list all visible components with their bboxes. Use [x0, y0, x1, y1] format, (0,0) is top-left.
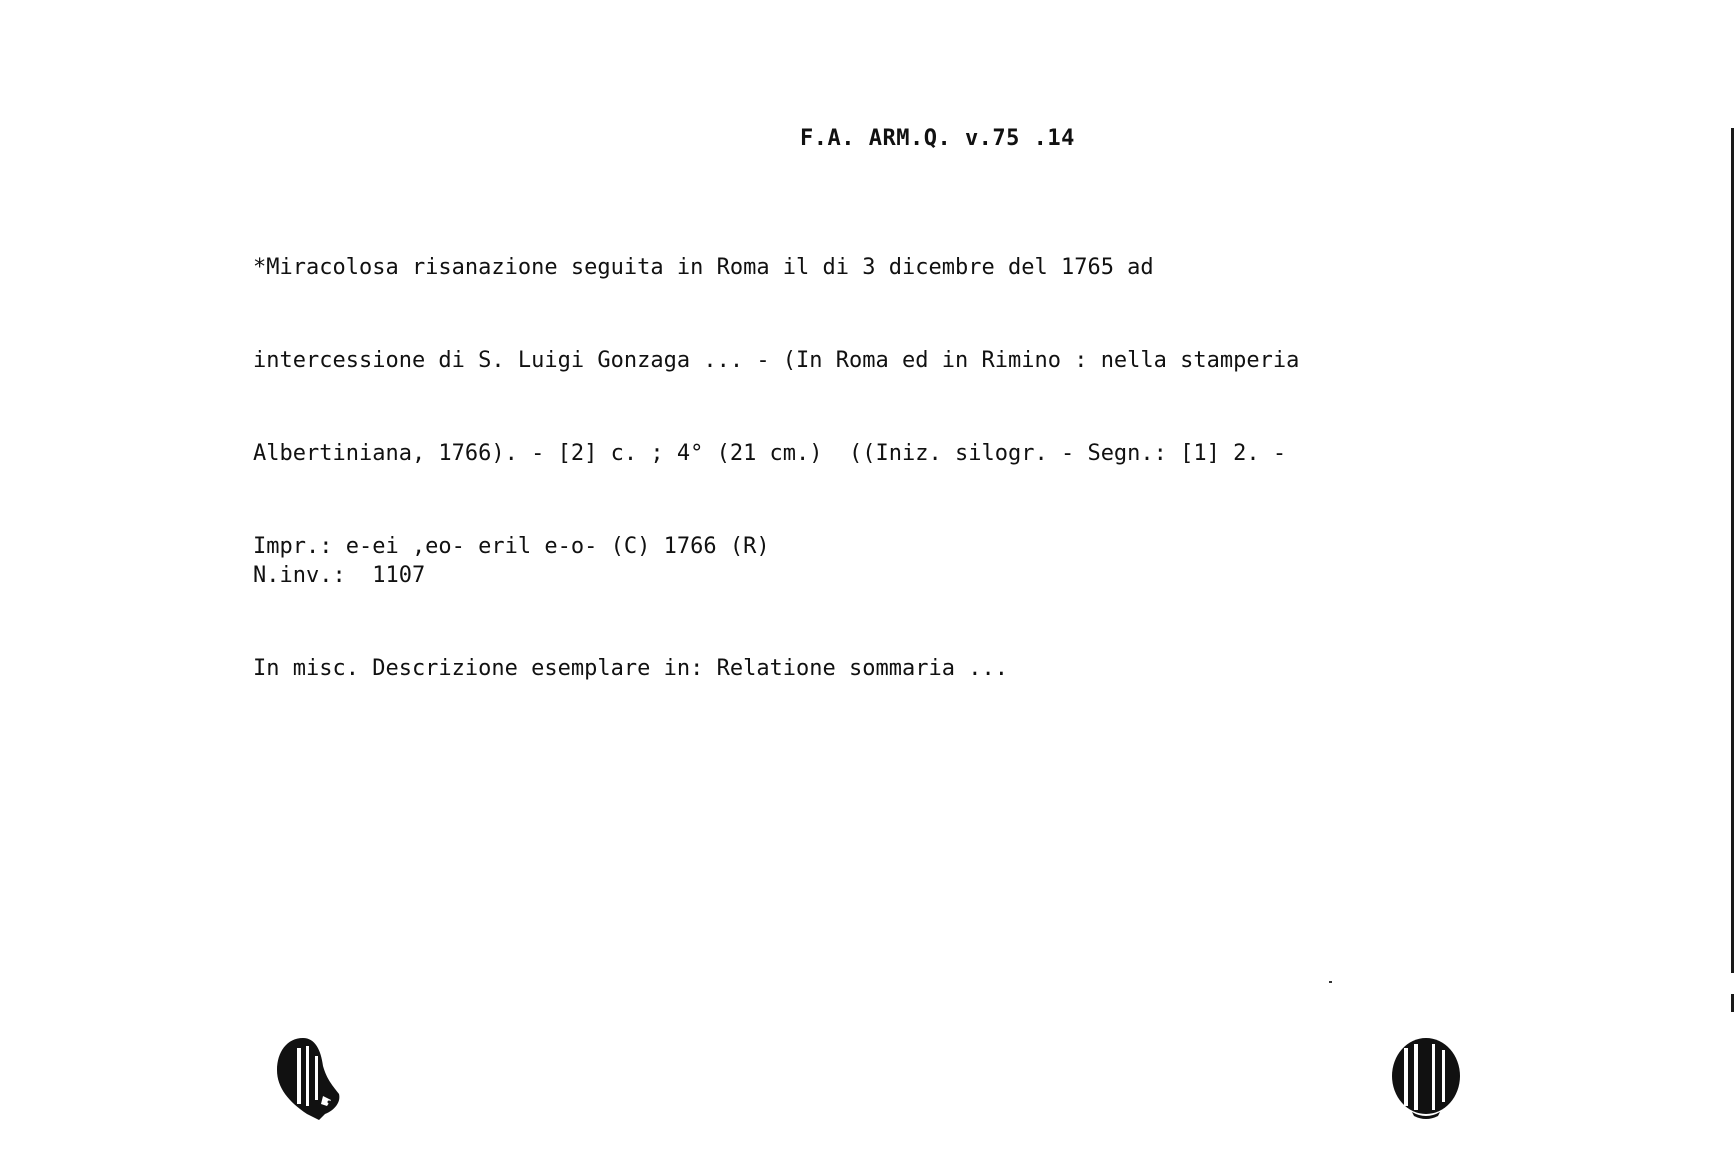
record-line: Impr.: e-ei ,eo- eril e-o- (C) 1766 (R) — [253, 534, 770, 559]
inventory-number: 1107 — [372, 563, 426, 588]
card-edge-line — [1731, 994, 1734, 1012]
inventory-label: N.inv.: — [253, 563, 346, 588]
punch-hole-icon — [273, 1036, 345, 1120]
punch-hole-icon — [1390, 1036, 1462, 1120]
holding-note: In misc. Descrizione esemplare in: Relatione sommaria ... — [253, 656, 1008, 681]
card-edge-line — [1731, 128, 1734, 973]
inventory-line — [253, 560, 1008, 591]
shelfmark: F.A. ARM.Q. v.75 .14 — [800, 126, 1075, 151]
record-line: intercessione di S. Luigi Gonzaga ... - (In Roma ed in Rimino : nella stamperia — [253, 348, 1300, 373]
speck-mark — [1329, 981, 1332, 983]
holdings-section — [253, 498, 1008, 746]
record-line: Albertiniana, 1766). - [2] c. ; 4° (21 cm.) ((Iniz. silogr. - Segn.: [1] 2. - — [253, 441, 1287, 466]
record-line: *Miracolosa risanazione seguita in Roma il di 3 dicembre del 1765 ad — [253, 255, 1154, 280]
